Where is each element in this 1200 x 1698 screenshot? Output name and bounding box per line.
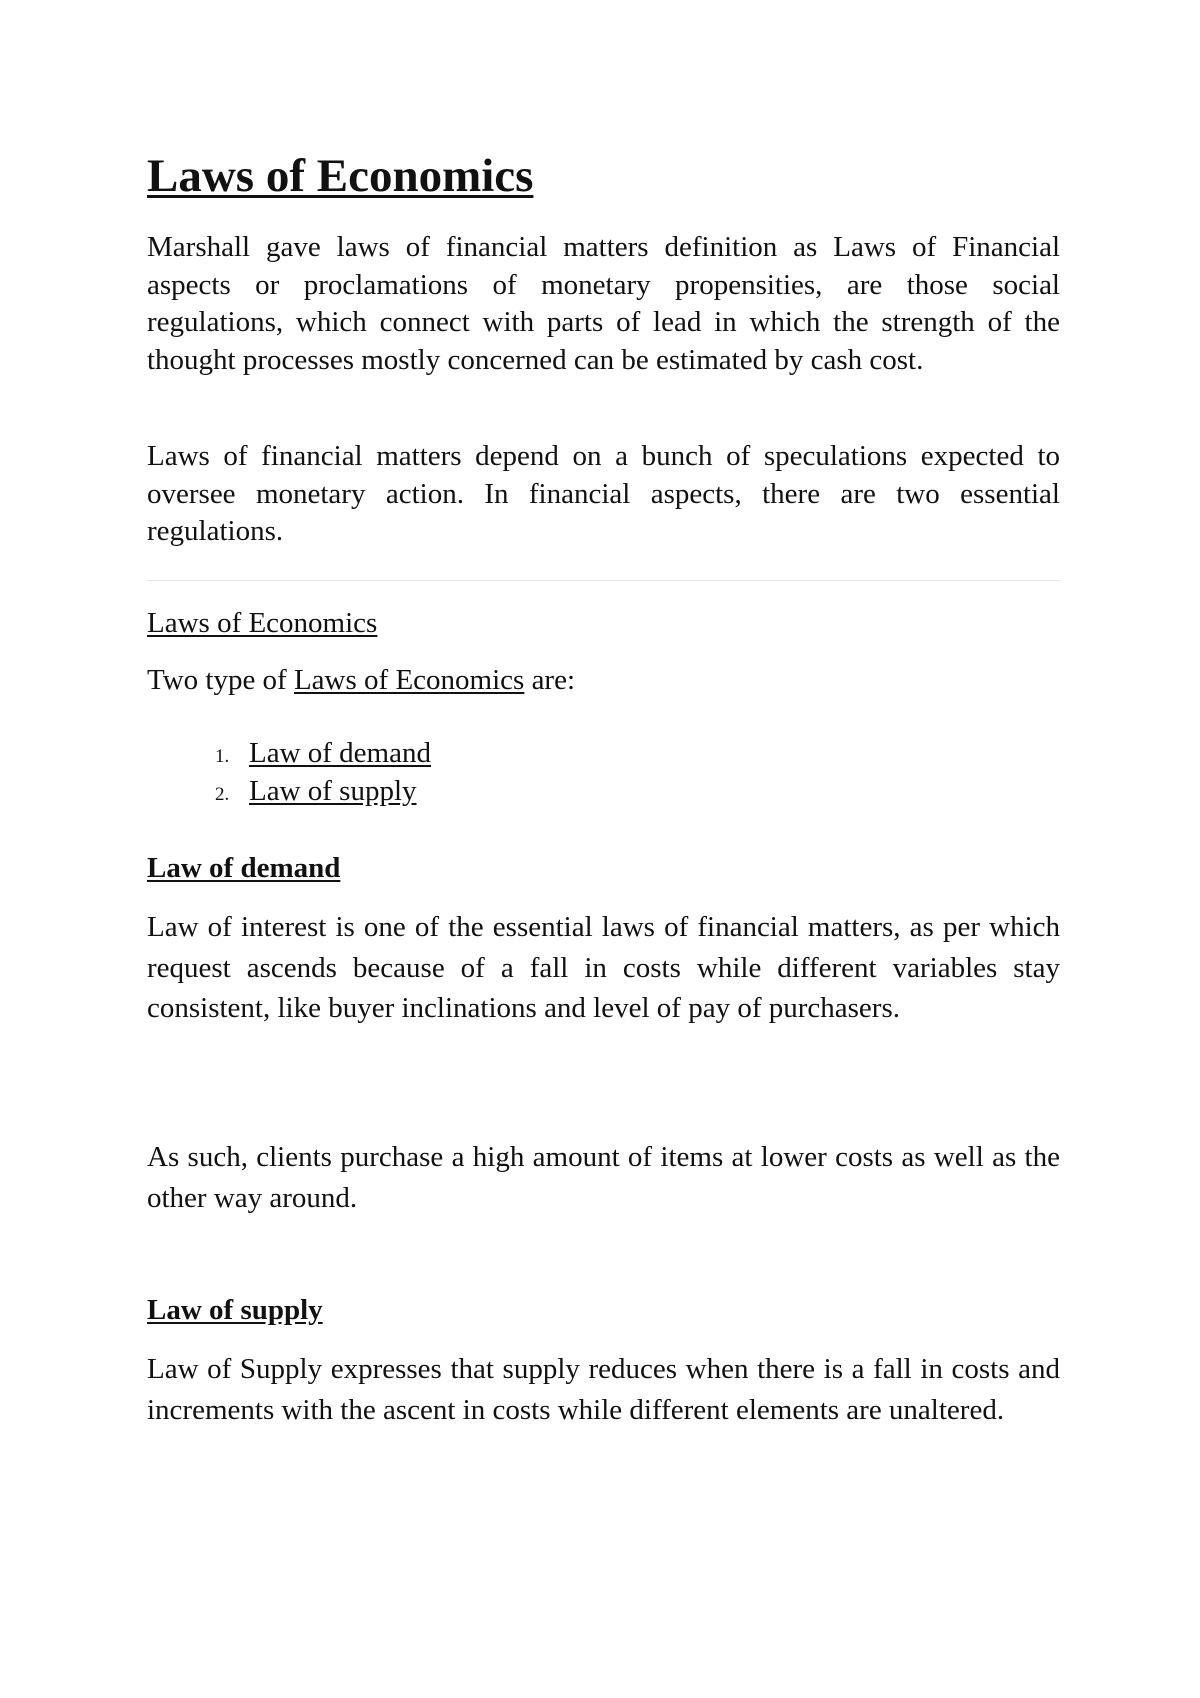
list-item (147, 772, 431, 810)
list-item-number: 1. (215, 746, 230, 767)
intro-paragraph-2: Laws of financial matters depend on a bunch of speculations expected to oversee monetary action. In financial aspects, there are two essential regulations. (147, 440, 1060, 547)
section-divider (147, 580, 1060, 581)
law-of-demand-heading: Law of demand (147, 852, 341, 884)
list-item-number: 2. (215, 784, 230, 805)
laws-heading-link[interactable]: Laws of Economics (147, 607, 378, 639)
laws-intro (147, 662, 575, 698)
demand-paragraph-1: Law of interest is one of the essential laws of financial matters, as per which request ascends because of a fall in costs while different variables stay consistent, like buyer inclinations and level of pay of purchasers. (147, 911, 1060, 1024)
laws-intro-prefix: Two type of (147, 664, 294, 696)
list-item (147, 734, 431, 772)
laws-intro-suffix: are: (524, 664, 576, 696)
page-title: Laws of Economics (147, 150, 534, 202)
laws-list (147, 734, 431, 810)
law-of-supply-heading: Law of supply (147, 1294, 323, 1326)
supply-paragraph-1: Law of Supply expresses that supply reduces when there is a fall in costs and increments with the ascent in costs while different elements are unaltered. (147, 1353, 1060, 1426)
law-of-demand-link[interactable]: Law of demand (249, 737, 431, 769)
law-of-supply-link[interactable]: Law of supply (249, 775, 417, 807)
demand-paragraph-2: As such, clients purchase a high amount of items at lower costs as well as the other way around. (147, 1141, 1060, 1214)
laws-intro-link[interactable]: Laws of Economics (293, 664, 525, 696)
intro-paragraph-1: Marshall gave laws of financial matters definition as Laws of Financial aspects or proclamations of monetary propensities, are those social regulations, which connect with parts of lead in which the strength of the thought processes mostly concerned can be estimated by cash cost. (147, 231, 1060, 376)
